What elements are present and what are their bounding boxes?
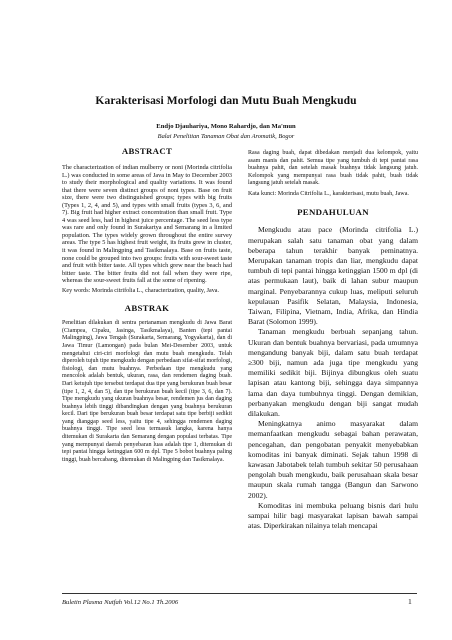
affiliation: Balai Penelitian Tanaman Obat dan Aromatik, Bogor — [157, 133, 295, 140]
left-column — [62, 146, 232, 464]
abstract-text: The characterization of indian mulberry or noni (Morinda citrifolia L.) was conducted in some areas of Java in May to December 2003 to study their morphological and quality variations. It was found that there were seven distinct groups of noni types. Base on fruit size, there were two distinguished groups; types with big fruits (Types 1, 2, 4, and 5), and types with small fruits (types 3, 6, and 7). Big fruit had higher extract concentration than small fruit. Type 4 was seed less, had in highest juice percentage. The seed less type was rare and only found in Surakartya and Semarang in a limited population. The types widely grown throughout the entire survey areas. The type 5 has highest fruit weight, its fruits grew in cluster, it was found in Malingping and Tasikmalaya. Base on fruits taste, none could be grouped into two groups: fruits with sour-sweet taste and fruit with bitter taste. All types which grew near the beach had bitter taste. The bitter fruits did not fall when they were ripe, whereas the sour-sweet fruits fall at the some of ripening. — [62, 164, 232, 285]
abstrak-text: Penelitian dilakukan di sentra pertanaman mengkudu di Jawa Barat (Ciampea, Cipaku, Jasinga, Tasikmalaya), Banten (tepi pantai Malingping), Jawa Tengah (Surakarta, Semarang, Yogyakarta), dan di Jawa Timur (Lamongan) pada bulan Mei-Desember 2003, untuk mengetahui ciri-ciri morfologi dan mutu buah mengkudu. Telah diperoleh tujuh tipe mengkudu dengan perbedaan sifat-sifat morfologi, fisiologi, dan mutu buahnya. Perbedaan tipe mengkudu yang mencolok adalah bentuk, ukuran, rasa, dan rendemen daging buah. Dari ketujuh tipe tersebut terdapat dua tipe yang berukuran buah besar (tipe 1, 2, 4, dan 5), dan tipe berukuran buah kecil (tipe 3, 6, dan 7). Tipe mengkudu yang ukuran buahnya besar, rendemen jus dan daging buahnya lebih tinggi dibandingkan dengan yang buahnya berukuran kecil. Dari tipe berukuran buah besar terdapat satu tipe berbiji sedikit yang dianggap seed less, yaitu tipe 4, sehingga rendemen daging buahnya tinggi. Tipe seed less termasuk langka, karena hanya ditemukan di Surakarta dan Semarang dengan populasi terbatas. Tipe yang mempunyai daerah penyebaran luas adalah tipe 1, ditemukan di tepi pantai hingga ketinggian 600 m dpl. Tipe 5 bobot buahnya paling tinggi, buah bercabang, ditemukan di Malingping dan Tasikmalaya. — [62, 320, 232, 463]
intro-paragraph: Mengkudu atau pace (Morinda citrifolia L.) merupakan salah satu tanaman obat yang dalam beberapa tahun terakhir banyak peminatnya. Merupakan tanaman tropis dan liar, mengkudu dapat tumbuh di tepi pantai hingga ketinggian 1500 m dpl (di atas permukaan laut), baik di lahan subur maupun marginal. Penyebarannya cukup luas, meliputi seluruh kepulauan Pasifik Selatan, Malaysia, Indonesia, Taiwan, Filipina, Vietnam, India, Afrika, dan Hindia Barat (Solomon 1999). — [248, 225, 418, 327]
intro-paragraph: Tanaman mengkudu berbuah sepanjang tahun. Ukuran dan bentuk buahnya bervariasi, pada umumnya mengandung banyak biji, dalam satu buah terdapat ≥300 biji, namun ada juga tipe mengkudu yang memiliki sedikit biji. Bijinya dibungkus oleh suatu lapisan atau kantong biji, sehingga daya simpannya lama dan daya tumbuhnya tinggi. Dengan demikian, perbanyakan mengkudu dengan biji sangat mudah dilakukan. — [248, 327, 418, 419]
abstract-heading: ABSTRACT — [121, 146, 173, 156]
journal-footer: Buletin Plasma Nutfah Vol.12 No.1 Th.2006 — [62, 599, 179, 606]
footer-rule — [62, 593, 417, 594]
abstrak-heading: ABSTRAK — [124, 303, 170, 314]
intro-paragraph: Meningkatnya animo masyarakat dalam memanfaatkan mengkudu sebagai bahan perawatan, pencegahan, dan pengobatan penyakit menyebabkan komoditas ini banyak diminati. Sejak tahun 1998 di kawasan Jabotabek telah tumbuh sekitar 50 perusahaan pengolah buah mengkudu, baik perusahaan skala besar maupun skala rumah tangga (Bangun dan Sarwono 2002). — [248, 419, 418, 500]
authors: Endjo Djauhariya, Mono Rahardjo, dan Ma'mun — [156, 123, 296, 130]
abstrak-continued-text: Rasa daging buah, dapat dibedakan menjadi dua kelompok, yaitu asam manis dan pahit. Semua tipe yang tumbuh di tepi pantai rasa buahnya pahit, dan setelah masak buahnya tidak langsung jatuh. Kelompok yang mempunyai rasa buah tidak pahit, buah tidak langsung jatuh setelah masak. — [248, 150, 418, 187]
abstrak-keywords: Kata kunci: Morinda Citrifolia L., karakterisasi, mutu buah, Jawa. — [248, 190, 409, 197]
right-column — [248, 150, 418, 531]
paper-title: Karakterisasi Morfologi dan Mutu Buah Mengkudu — [95, 95, 357, 107]
pendahuluan-heading: PENDAHULUAN — [297, 207, 369, 218]
intro-paragraph: Komoditas ini membuka peluang bisnis dari hulu sampai hilir bagi masyarakat lapisan bawah sampai atas. Diperkirakan nilainya telah mencapai — [248, 500, 418, 531]
page-number: 1 — [408, 597, 412, 606]
abstract-keywords: Key words: Morinda citrifolia L., characterization, quality, Java. — [62, 287, 219, 294]
